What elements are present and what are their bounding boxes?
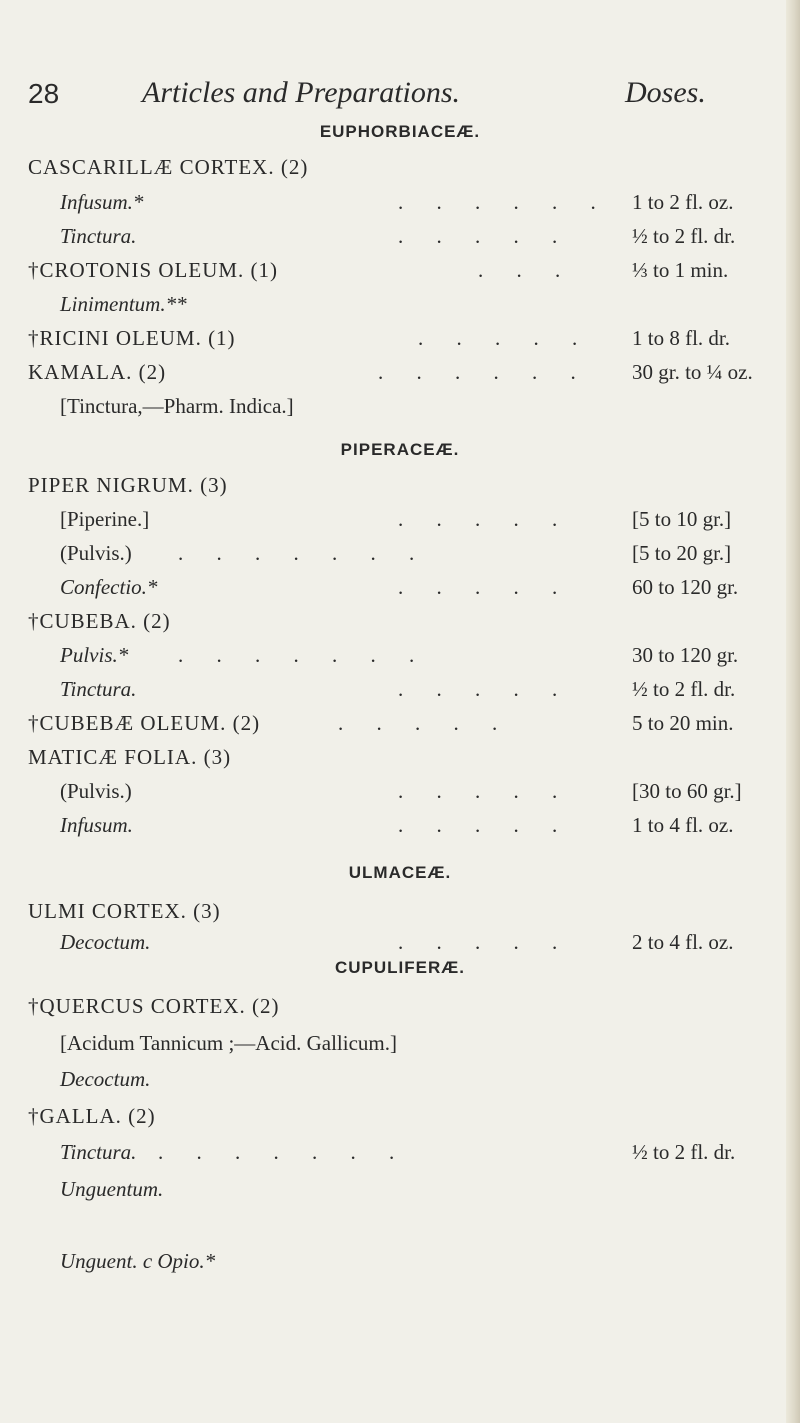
entry-label: Tinctura. bbox=[60, 224, 137, 248]
entry-label: Pulvis.* bbox=[60, 643, 129, 667]
dose-value: 1 to 2 fl. oz. bbox=[632, 190, 734, 214]
entry-label: †RICINI OLEUM. (1) bbox=[28, 326, 236, 350]
entry-label: Tinctura. bbox=[60, 677, 137, 701]
leader-dots: . . . . . . . bbox=[158, 1140, 409, 1164]
dose-value: 2 to 4 fl. oz. bbox=[632, 930, 734, 954]
entry-label: Infusum.* bbox=[60, 190, 144, 214]
entry-label: MATICÆ FOLIA. (3) bbox=[28, 745, 232, 769]
entry-label: Confectio.* bbox=[60, 575, 158, 599]
entry-label: †QUERCUS CORTEX. (2) bbox=[28, 994, 280, 1018]
entry-label: †CUBEBA. (2) bbox=[28, 609, 171, 633]
leader-dots: . . . . . bbox=[398, 224, 572, 248]
dose-value: ½ to 2 fl. dr. bbox=[632, 677, 736, 701]
entry-label: [Piperine.] bbox=[60, 507, 150, 531]
leader-dots: . . . bbox=[478, 258, 575, 282]
leader-dots: . . . . . bbox=[398, 575, 572, 599]
entry-label: †GALLA. (2) bbox=[28, 1104, 156, 1128]
section-heading: ULMACEÆ. bbox=[348, 863, 452, 882]
entry-label: Decoctum. bbox=[60, 930, 151, 954]
entry-label: †CUBEBÆ OLEUM. (2) bbox=[28, 711, 261, 735]
entry-label: KAMALA. (2) bbox=[28, 360, 167, 384]
entry-label: Decoctum. bbox=[60, 1067, 151, 1091]
leader-dots: . . . . . . . bbox=[178, 541, 429, 565]
dose-value: 5 to 20 min. bbox=[632, 711, 734, 735]
leader-dots: . . . . . bbox=[398, 813, 572, 837]
leader-dots: . . . . . bbox=[338, 711, 512, 735]
dose-value: [30 to 60 gr.] bbox=[632, 779, 742, 803]
leader-dots: . . . . . . bbox=[378, 360, 590, 384]
leader-dots: . . . . . . . bbox=[178, 643, 429, 667]
running-title: Articles and Preparations. bbox=[142, 76, 461, 109]
leader-dots: . . . . . bbox=[398, 507, 572, 531]
dose-value: 1 to 4 fl. oz. bbox=[632, 813, 734, 837]
doses-column-heading: Doses. bbox=[625, 76, 706, 109]
section-heading: PIPERACEÆ. bbox=[340, 440, 460, 459]
leader-dots: . . . . . . bbox=[398, 190, 610, 214]
dose-value: ½ to 2 fl. dr. bbox=[632, 224, 736, 248]
entry-note: [Tinctura,—Pharm. Indica.] bbox=[60, 394, 294, 418]
dose-value: 30 to 120 gr. bbox=[632, 643, 739, 667]
entry-label: Tinctura. bbox=[60, 1140, 137, 1164]
entry-label: Infusum. bbox=[60, 813, 133, 837]
dose-value: 60 to 120 gr. bbox=[632, 575, 739, 599]
entry-label: (Pulvis.) bbox=[60, 541, 132, 565]
entry-label: Unguentum. bbox=[60, 1177, 164, 1201]
dose-value: [5 to 20 gr.] bbox=[632, 541, 732, 565]
leader-dots: . . . . . bbox=[418, 326, 592, 350]
dose-value: [5 to 10 gr.] bbox=[632, 507, 732, 531]
entry-label: Linimentum.** bbox=[60, 292, 187, 316]
entry-label: †CROTONIS OLEUM. (1) bbox=[28, 258, 279, 282]
entry-label: (Pulvis.) bbox=[60, 779, 132, 803]
entry-label: CASCARILLÆ CORTEX. (2) bbox=[28, 155, 309, 179]
leader-dots: . . . . . bbox=[398, 930, 572, 954]
page-edge bbox=[786, 0, 800, 1423]
dose-value: 1 to 8 fl. dr. bbox=[632, 326, 730, 350]
entry-label: PIPER NIGRUM. (3) bbox=[28, 473, 228, 497]
page-number: 28 bbox=[28, 78, 60, 109]
section-heading: EUPHORBIACEÆ. bbox=[319, 122, 481, 141]
leader-dots: . . . . . bbox=[398, 677, 572, 701]
entry-note: [Acidum Tannicum ;—Acid. Gallicum.] bbox=[60, 1031, 397, 1055]
entry-label: Unguent. c Opio.* bbox=[60, 1249, 216, 1273]
entry-label: ULMI CORTEX. (3) bbox=[28, 899, 221, 923]
leader-dots: . . . . . bbox=[398, 779, 572, 803]
dose-value: ⅓ to 1 min. bbox=[632, 258, 729, 282]
dose-value: 30 gr. to ¼ oz. bbox=[632, 360, 753, 384]
dose-value: ½ to 2 fl. dr. bbox=[632, 1140, 736, 1164]
section-heading: CUPULIFERÆ. bbox=[335, 958, 465, 977]
